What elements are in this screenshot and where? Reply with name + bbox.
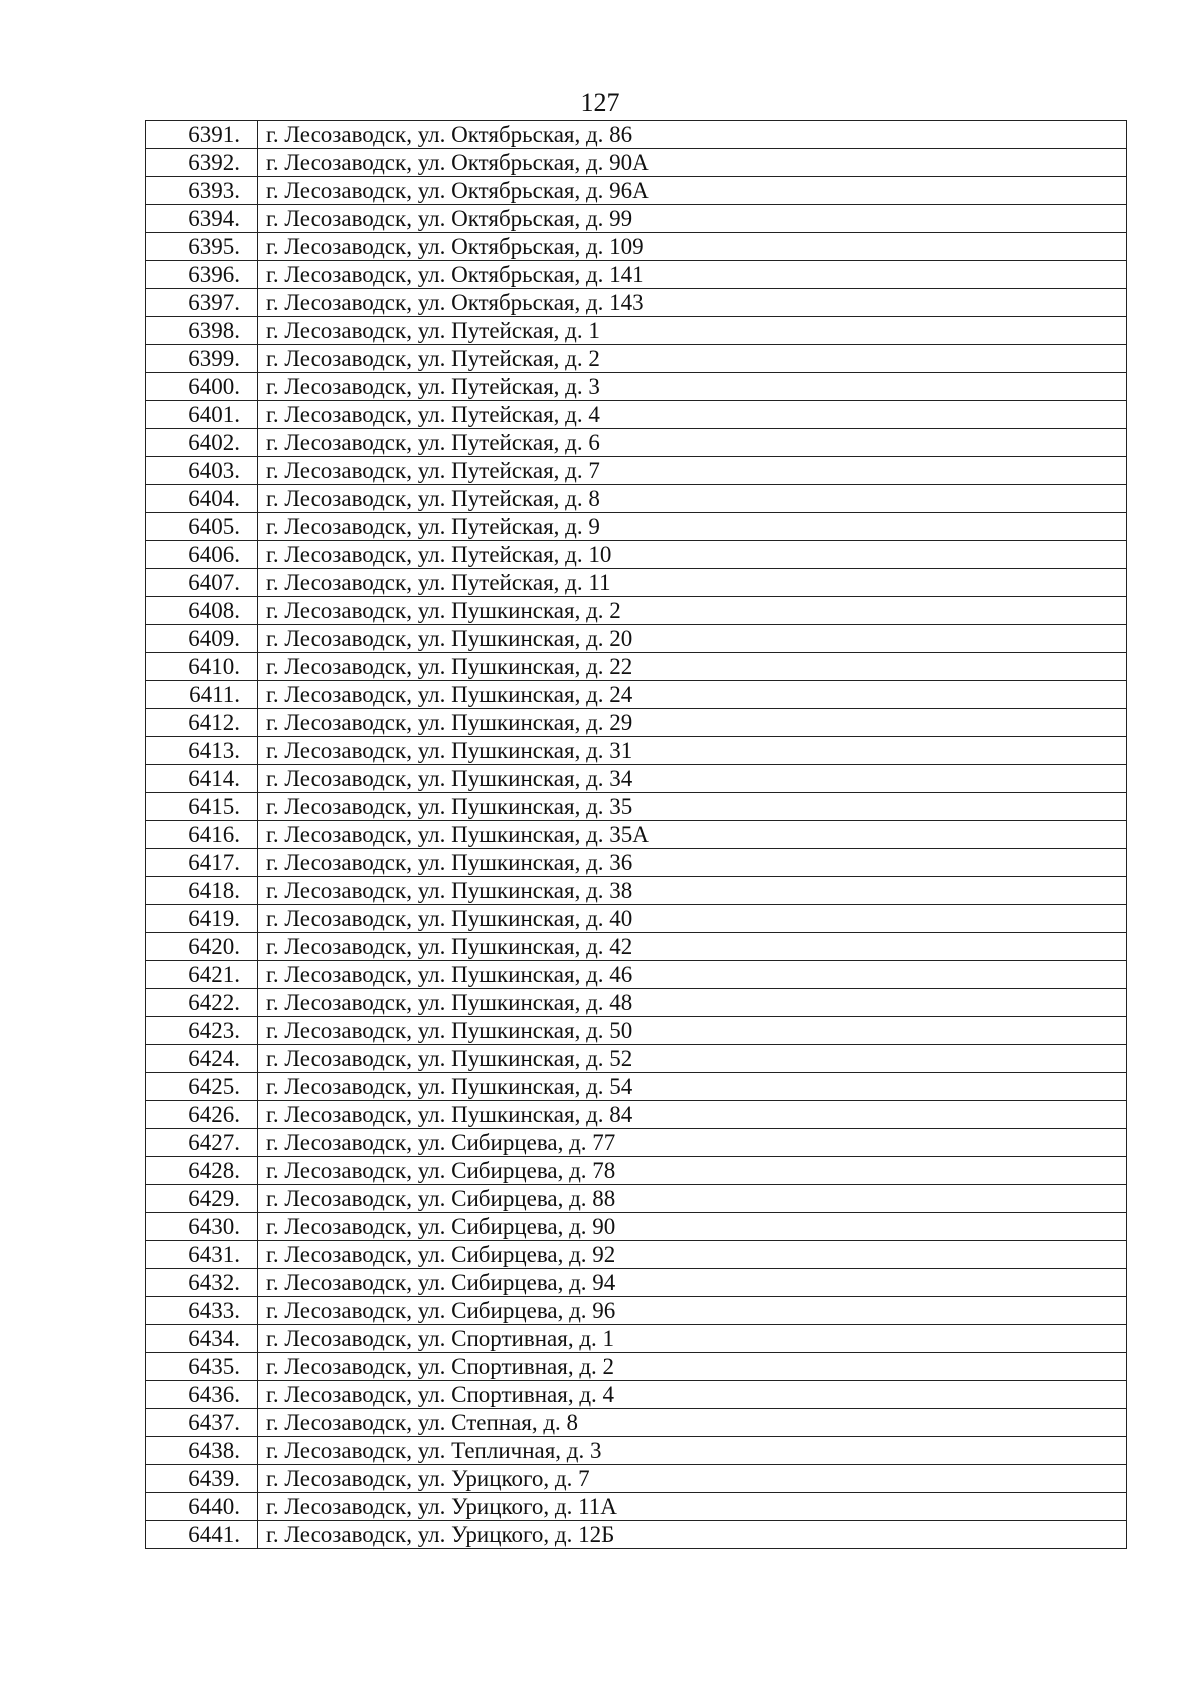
row-address: г. Лесозаводск, ул. Октябрьская, д. 90А xyxy=(258,149,1127,177)
row-address: г. Лесозаводск, ул. Пушкинская, д. 35А xyxy=(258,821,1127,849)
row-number: 6393. xyxy=(146,177,258,205)
address-table-body xyxy=(146,121,1127,1549)
row-number: 6414. xyxy=(146,765,258,793)
row-address: г. Лесозаводск, ул. Пушкинская, д. 2 xyxy=(258,597,1127,625)
table-row xyxy=(146,765,1127,793)
row-address: г. Лесозаводск, ул. Пушкинская, д. 46 xyxy=(258,961,1127,989)
row-address: г. Лесозаводск, ул. Пушкинская, д. 20 xyxy=(258,625,1127,653)
table-row xyxy=(146,149,1127,177)
row-address: г. Лесозаводск, ул. Урицкого, д. 7 xyxy=(258,1465,1127,1493)
row-number: 6397. xyxy=(146,289,258,317)
table-row xyxy=(146,1129,1127,1157)
row-number: 6402. xyxy=(146,429,258,457)
table-row xyxy=(146,597,1127,625)
row-number: 6394. xyxy=(146,205,258,233)
row-number: 6408. xyxy=(146,597,258,625)
row-number: 6403. xyxy=(146,457,258,485)
table-row xyxy=(146,569,1127,597)
row-address: г. Лесозаводск, ул. Октябрьская, д. 96А xyxy=(258,177,1127,205)
row-address: г. Лесозаводск, ул. Пушкинская, д. 42 xyxy=(258,933,1127,961)
table-row xyxy=(146,1521,1127,1549)
table-row xyxy=(146,1409,1127,1437)
row-number: 6425. xyxy=(146,1073,258,1101)
table-row xyxy=(146,849,1127,877)
row-number: 6430. xyxy=(146,1213,258,1241)
row-address: г. Лесозаводск, ул. Спортивная, д. 4 xyxy=(258,1381,1127,1409)
row-address: г. Лесозаводск, ул. Путейская, д. 7 xyxy=(258,457,1127,485)
table-row xyxy=(146,233,1127,261)
row-address: г. Лесозаводск, ул. Сибирцева, д. 77 xyxy=(258,1129,1127,1157)
row-address: г. Лесозаводск, ул. Пушкинская, д. 29 xyxy=(258,709,1127,737)
table-row xyxy=(146,1213,1127,1241)
row-number: 6440. xyxy=(146,1493,258,1521)
row-number: 6429. xyxy=(146,1185,258,1213)
row-number: 6398. xyxy=(146,317,258,345)
row-number: 6415. xyxy=(146,793,258,821)
row-number: 6420. xyxy=(146,933,258,961)
row-number: 6432. xyxy=(146,1269,258,1297)
row-address: г. Лесозаводск, ул. Тепличная, д. 3 xyxy=(258,1437,1127,1465)
row-number: 6438. xyxy=(146,1437,258,1465)
table-row xyxy=(146,821,1127,849)
row-number: 6396. xyxy=(146,261,258,289)
row-address: г. Лесозаводск, ул. Путейская, д. 11 xyxy=(258,569,1127,597)
row-address: г. Лесозаводск, ул. Пушкинская, д. 50 xyxy=(258,1017,1127,1045)
row-address: г. Лесозаводск, ул. Путейская, д. 3 xyxy=(258,373,1127,401)
row-address: г. Лесозаводск, ул. Урицкого, д. 11А xyxy=(258,1493,1127,1521)
row-number: 6417. xyxy=(146,849,258,877)
row-address: г. Лесозаводск, ул. Октябрьская, д. 86 xyxy=(258,121,1127,149)
row-number: 6411. xyxy=(146,681,258,709)
row-number: 6413. xyxy=(146,737,258,765)
table-row xyxy=(146,541,1127,569)
table-row xyxy=(146,1353,1127,1381)
row-number: 6400. xyxy=(146,373,258,401)
table-row xyxy=(146,1297,1127,1325)
table-row xyxy=(146,1465,1127,1493)
table-row xyxy=(146,1185,1127,1213)
table-row xyxy=(146,1493,1127,1521)
table-row xyxy=(146,1381,1127,1409)
row-number: 6418. xyxy=(146,877,258,905)
row-number: 6426. xyxy=(146,1101,258,1129)
row-number: 6407. xyxy=(146,569,258,597)
row-address: г. Лесозаводск, ул. Сибирцева, д. 78 xyxy=(258,1157,1127,1185)
row-address: г. Лесозаводск, ул. Путейская, д. 6 xyxy=(258,429,1127,457)
row-address: г. Лесозаводск, ул. Сибирцева, д. 96 xyxy=(258,1297,1127,1325)
table-row xyxy=(146,737,1127,765)
table-row xyxy=(146,457,1127,485)
row-number: 6433. xyxy=(146,1297,258,1325)
row-address: г. Лесозаводск, ул. Пушкинская, д. 36 xyxy=(258,849,1127,877)
row-number: 6437. xyxy=(146,1409,258,1437)
row-number: 6410. xyxy=(146,653,258,681)
table-row xyxy=(146,905,1127,933)
row-address: г. Лесозаводск, ул. Октябрьская, д. 141 xyxy=(258,261,1127,289)
row-number: 6392. xyxy=(146,149,258,177)
table-row xyxy=(146,289,1127,317)
row-number: 6427. xyxy=(146,1129,258,1157)
table-row xyxy=(146,261,1127,289)
row-address: г. Лесозаводск, ул. Степная, д. 8 xyxy=(258,1409,1127,1437)
row-address: г. Лесозаводск, ул. Октябрьская, д. 99 xyxy=(258,205,1127,233)
table-row xyxy=(146,205,1127,233)
row-number: 6441. xyxy=(146,1521,258,1549)
row-number: 6401. xyxy=(146,401,258,429)
table-row xyxy=(146,793,1127,821)
address-table xyxy=(145,120,1127,1549)
row-number: 6409. xyxy=(146,625,258,653)
row-address: г. Лесозаводск, ул. Сибирцева, д. 94 xyxy=(258,1269,1127,1297)
row-address: г. Лесозаводск, ул. Сибирцева, д. 88 xyxy=(258,1185,1127,1213)
row-address: г. Лесозаводск, ул. Пушкинская, д. 54 xyxy=(258,1073,1127,1101)
row-number: 6416. xyxy=(146,821,258,849)
table-row xyxy=(146,681,1127,709)
row-number: 6428. xyxy=(146,1157,258,1185)
row-address: г. Лесозаводск, ул. Путейская, д. 4 xyxy=(258,401,1127,429)
table-row xyxy=(146,429,1127,457)
row-address: г. Лесозаводск, ул. Путейская, д. 1 xyxy=(258,317,1127,345)
row-address: г. Лесозаводск, ул. Октябрьская, д. 109 xyxy=(258,233,1127,261)
table-row xyxy=(146,933,1127,961)
row-address: г. Лесозаводск, ул. Спортивная, д. 1 xyxy=(258,1325,1127,1353)
table-row xyxy=(146,121,1127,149)
row-number: 6391. xyxy=(146,121,258,149)
table-row xyxy=(146,177,1127,205)
row-address: г. Лесозаводск, ул. Сибирцева, д. 92 xyxy=(258,1241,1127,1269)
row-address: г. Лесозаводск, ул. Пушкинская, д. 48 xyxy=(258,989,1127,1017)
table-row xyxy=(146,989,1127,1017)
row-number: 6435. xyxy=(146,1353,258,1381)
table-row xyxy=(146,1241,1127,1269)
row-address: г. Лесозаводск, ул. Спортивная, д. 2 xyxy=(258,1353,1127,1381)
table-row xyxy=(146,513,1127,541)
row-address: г. Лесозаводск, ул. Урицкого, д. 12Б xyxy=(258,1521,1127,1549)
page-number: 127 xyxy=(580,88,620,117)
table-row xyxy=(146,877,1127,905)
row-address: г. Лесозаводск, ул. Пушкинская, д. 24 xyxy=(258,681,1127,709)
row-address: г. Лесозаводск, ул. Пушкинская, д. 40 xyxy=(258,905,1127,933)
row-number: 6399. xyxy=(146,345,258,373)
row-number: 6436. xyxy=(146,1381,258,1409)
row-number: 6422. xyxy=(146,989,258,1017)
table-row xyxy=(146,401,1127,429)
table-row xyxy=(146,653,1127,681)
row-address: г. Лесозаводск, ул. Путейская, д. 10 xyxy=(258,541,1127,569)
row-address: г. Лесозаводск, ул. Пушкинская, д. 84 xyxy=(258,1101,1127,1129)
row-number: 6434. xyxy=(146,1325,258,1353)
row-number: 6424. xyxy=(146,1045,258,1073)
row-number: 6431. xyxy=(146,1241,258,1269)
table-row xyxy=(146,1073,1127,1101)
table-row xyxy=(146,1325,1127,1353)
row-address: г. Лесозаводск, ул. Пушкинская, д. 22 xyxy=(258,653,1127,681)
row-address: г. Лесозаводск, ул. Октябрьская, д. 143 xyxy=(258,289,1127,317)
table-row xyxy=(146,1437,1127,1465)
row-number: 6405. xyxy=(146,513,258,541)
table-row xyxy=(146,709,1127,737)
row-address: г. Лесозаводск, ул. Пушкинская, д. 38 xyxy=(258,877,1127,905)
row-address: г. Лесозаводск, ул. Пушкинская, д. 52 xyxy=(258,1045,1127,1073)
table-row xyxy=(146,373,1127,401)
row-number: 6404. xyxy=(146,485,258,513)
row-number: 6421. xyxy=(146,961,258,989)
table-row xyxy=(146,1157,1127,1185)
row-number: 6395. xyxy=(146,233,258,261)
row-address: г. Лесозаводск, ул. Путейская, д. 8 xyxy=(258,485,1127,513)
table-row xyxy=(146,345,1127,373)
row-number: 6439. xyxy=(146,1465,258,1493)
row-number: 6406. xyxy=(146,541,258,569)
table-row xyxy=(146,625,1127,653)
row-address: г. Лесозаводск, ул. Пушкинская, д. 35 xyxy=(258,793,1127,821)
row-address: г. Лесозаводск, ул. Путейская, д. 2 xyxy=(258,345,1127,373)
table-row xyxy=(146,317,1127,345)
table-row xyxy=(146,485,1127,513)
row-number: 6423. xyxy=(146,1017,258,1045)
row-number: 6412. xyxy=(146,709,258,737)
table-row xyxy=(146,1269,1127,1297)
row-address: г. Лесозаводск, ул. Путейская, д. 9 xyxy=(258,513,1127,541)
row-address: г. Лесозаводск, ул. Пушкинская, д. 34 xyxy=(258,765,1127,793)
row-address: г. Лесозаводск, ул. Сибирцева, д. 90 xyxy=(258,1213,1127,1241)
table-row xyxy=(146,1045,1127,1073)
table-row xyxy=(146,1017,1127,1045)
table-row xyxy=(146,1101,1127,1129)
row-address: г. Лесозаводск, ул. Пушкинская, д. 31 xyxy=(258,737,1127,765)
table-row xyxy=(146,961,1127,989)
row-number: 6419. xyxy=(146,905,258,933)
